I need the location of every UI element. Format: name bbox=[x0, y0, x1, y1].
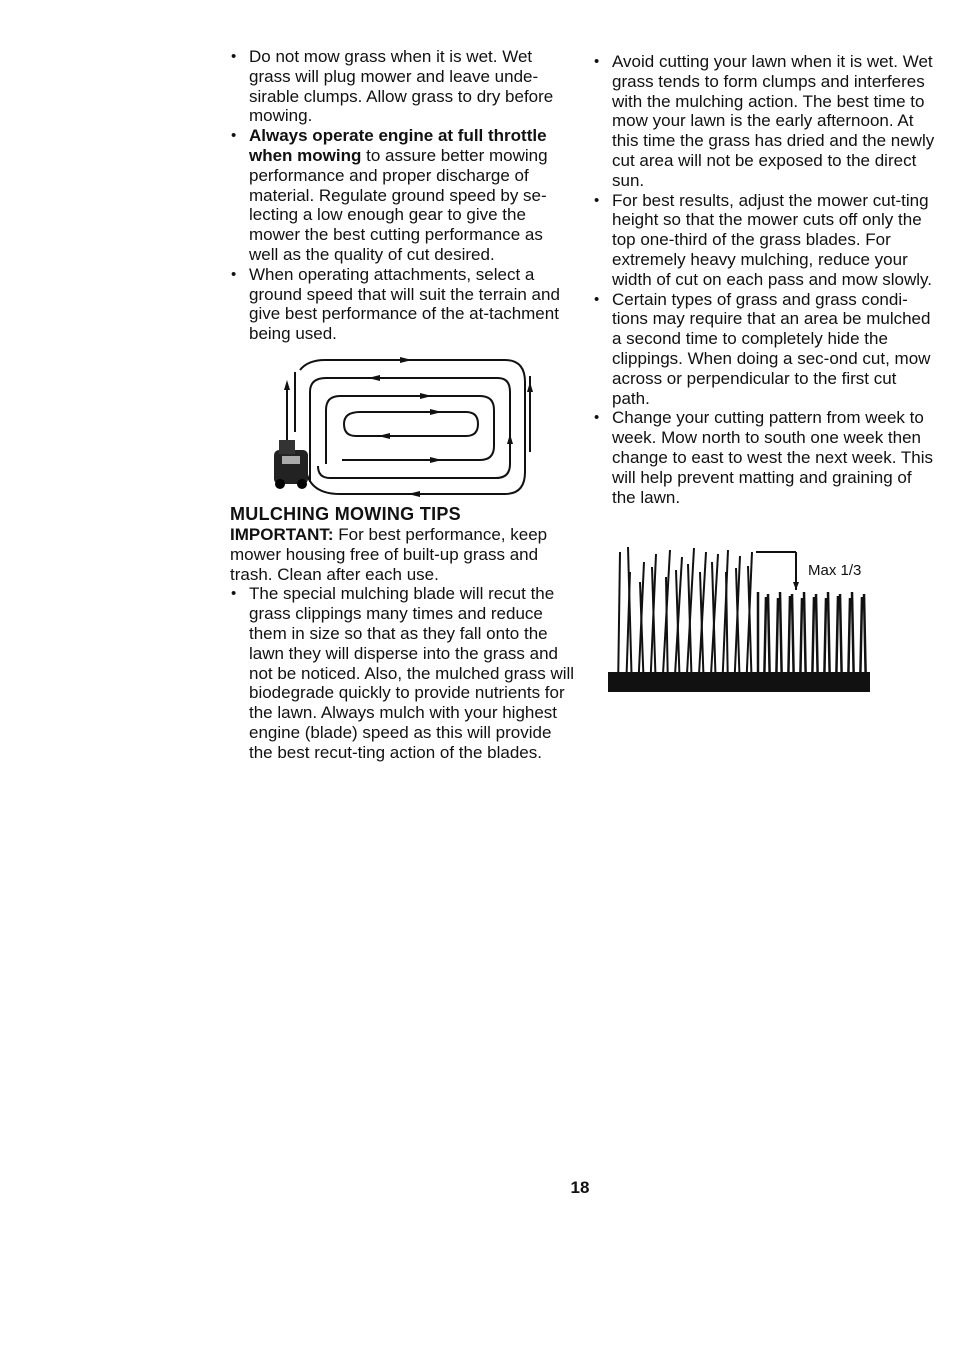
mulching-bullet-list bbox=[230, 584, 575, 762]
pattern-path-2 bbox=[310, 378, 510, 482]
important-label: IMPORTANT: bbox=[230, 525, 334, 544]
bullet-change-pattern bbox=[593, 408, 938, 507]
bullet-text: Avoid cutting your lawn when it is wet. Wet grass tends to form clumps and interferes with the mulching action. The best time to mow your lawn is the early afternoon. At this time the grass has dried and the newly cut area will not be exposed to the direct sun. bbox=[612, 52, 935, 190]
bullet-second-cut bbox=[593, 290, 938, 409]
bullet-mulching-blade bbox=[230, 584, 575, 762]
bullet-wet-grass bbox=[230, 47, 575, 126]
bullet-avoid-wet bbox=[593, 52, 938, 191]
right-bullet-list bbox=[593, 52, 938, 507]
bullet-text: The special mulching blade will recut the grass clippings many times and reduce them in size so that as they fall onto the lawn they will disperse into the grass and not be noticed. Also, the mulched grass will biodegrade quickly to provide nutrients for the lawn. Always mulch with your highest engine (blade) speed as this will provide the best recut-ting action of the blades. bbox=[249, 584, 575, 762]
mowing-pattern-diagram bbox=[270, 352, 540, 502]
bullet-text: Do not mow grass when it is wet. Wet grass will plug mower and leave unde-sirable clumps. Allow grass to dry before mowing. bbox=[249, 47, 554, 126]
left-bullet-list bbox=[230, 47, 575, 344]
bullet-cut-height bbox=[593, 191, 938, 290]
right-column bbox=[593, 52, 938, 507]
bullet-text: When operating attachments, select a ground speed that will suit the terrain and give best performance of the at-tachment being used. bbox=[249, 264, 560, 344]
bullet-full-throttle bbox=[230, 126, 575, 265]
pattern-path-inner bbox=[344, 412, 478, 436]
mower-icon bbox=[274, 440, 308, 489]
bullet-attachments bbox=[230, 265, 575, 344]
important-text: For best performance, keep mower housing free of built-up grass and trash. Clean after each use. bbox=[230, 525, 548, 584]
bullet-text: Change your cutting pattern from week to week. Mow north to south one week then change to east to west the next week. This will help prevent matting and graining of the lawn. bbox=[612, 408, 933, 507]
max-one-third-label: Max 1/3 bbox=[808, 562, 862, 579]
page-number: 18 bbox=[570, 1178, 590, 1197]
pattern-path-3 bbox=[326, 396, 494, 464]
bullet-text: Certain types of grass and grass condi-tions may require that an area be mulched a second time to completely hide the clippings. When doing a sec-ond cut, mow across or perpendicular to the first cut path. bbox=[612, 289, 931, 408]
mulching-section bbox=[230, 503, 575, 763]
important-paragraph bbox=[230, 525, 575, 584]
bullet-bold-text: Always operate engine at full throttle when mowing bbox=[249, 126, 547, 165]
bullet-text: For best results, adjust the mower cut-ting height so that the mower cuts off only the top one-third of the grass blades. For extremely heavy mulching, reduce your width of cut on each pass and mow slowly. bbox=[612, 190, 933, 289]
bullet-text: to assure better mowing performance and proper discharge of material. Regulate ground speed by se-lecting a low enough gear to give the mower the best cutting performance as well as the quality of cut desired. bbox=[249, 145, 548, 264]
left-column bbox=[230, 47, 575, 344]
pattern-path-outer bbox=[300, 360, 525, 494]
section-heading: MULCHING MOWING TIPS bbox=[230, 504, 461, 524]
